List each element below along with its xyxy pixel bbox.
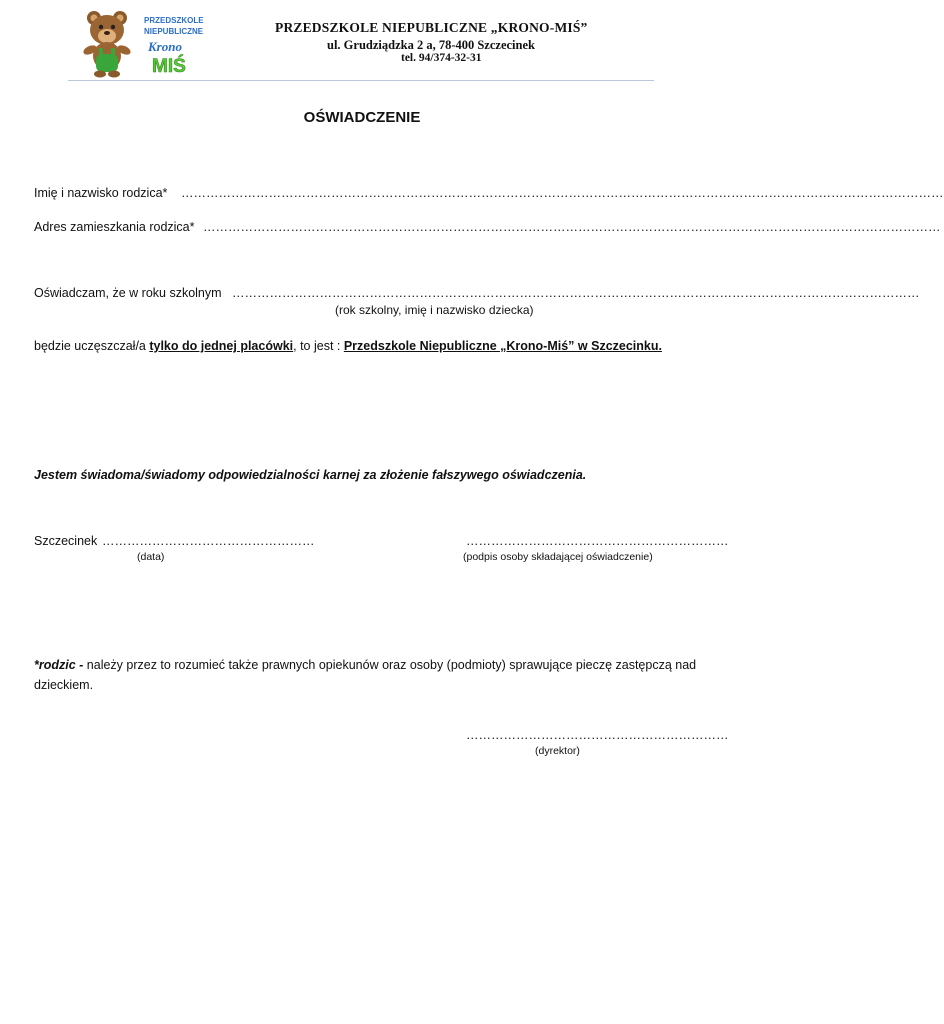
kindergarten-logo	[82, 6, 212, 78]
svg-text:NIEPUBLICZNE: NIEPUBLICZNE	[144, 27, 204, 36]
director-label: (dyrektor)	[535, 745, 580, 757]
footnote-text: należy przez to rozumieć także prawnych opiekunów oraz osoby (podmioty) sprawujące pieczę zastępczą nad	[83, 658, 697, 672]
signature-field[interactable]: ………………………………………………………	[466, 534, 729, 548]
declaration-intro: Oświadczam, że w roku szkolnym	[34, 286, 222, 300]
declaration-attend-text: będzie uczęszczał/a	[34, 339, 150, 353]
parent-name-field[interactable]: …………………………………………………………………………………………………………………………………………………………………	[181, 186, 944, 200]
declaration-only-one: tylko do jednej placówki	[149, 339, 294, 353]
parent-address-field[interactable]: ……………………………………………………………………………………………………………………………………………………………	[203, 220, 941, 234]
declaration-that-is: , to jest :	[293, 339, 344, 353]
footnote-term: *rodzic -	[34, 658, 84, 672]
place-label: Szczecinek	[34, 534, 98, 548]
bear-logo-icon	[82, 6, 212, 78]
declaration-institution: Przedszkole Niepubliczne „Krono-Miś” w Szczecinku.	[343, 339, 662, 353]
date-label: (data)	[137, 551, 165, 563]
declaration-line2	[34, 339, 662, 353]
svg-text:MIŚ: MIŚ	[152, 56, 186, 77]
school-phone: tel. 94/374-32-31	[401, 52, 482, 64]
school-year-child-field[interactable]: …………………………………………………………………………………………………………………………………………………	[232, 286, 920, 300]
parent-address-label: Adres zamieszkania rodzica*	[34, 220, 195, 234]
signature-label: (podpis osoby składającej oświadczenie)	[463, 551, 653, 563]
awareness-statement: Jestem świadoma/świadomy odpowiedzialności karnej za złożenie fałszywego oświadczenia.	[34, 468, 587, 482]
school-address: ul. Grudziądzka 2 a, 78-400 Szczecinek	[327, 38, 535, 52]
school-name: PRZEDSZKOLE NIEPUBLICZNE „KRONO-MIŚ”	[275, 20, 588, 35]
declaration-hint: (rok szkolny, imię i nazwisko dziecka)	[335, 303, 534, 317]
header-divider	[68, 80, 654, 81]
date-field[interactable]: ……………………………………………	[102, 534, 315, 548]
document-title: OŚWIADCZENIE	[303, 109, 421, 126]
parent-name-label: Imię i nazwisko rodzica*	[34, 186, 168, 200]
director-signature-field[interactable]: ………………………………………………………	[466, 728, 729, 742]
footnote	[34, 658, 696, 672]
svg-text:PRZEDSZKOLE: PRZEDSZKOLE	[144, 16, 204, 25]
footnote-text-cont: dzieckiem.	[34, 678, 94, 692]
svg-text:Krono: Krono	[148, 39, 182, 54]
